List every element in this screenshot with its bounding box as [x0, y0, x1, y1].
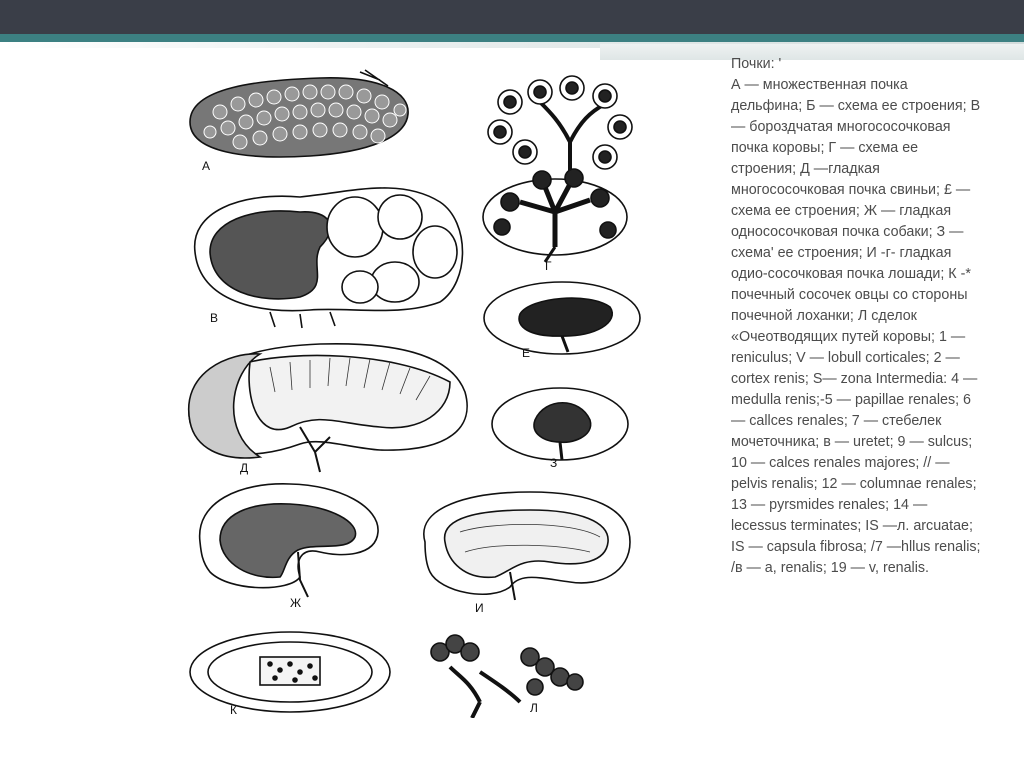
panel-v-cow-kidney: [195, 188, 463, 328]
svg-text:Г: Г: [545, 259, 552, 273]
svg-text:З: З: [550, 456, 558, 470]
panel-d-pig-kidney: [189, 344, 467, 475]
svg-text:Е: Е: [522, 346, 531, 360]
panel-k-sheep-papilla: [190, 632, 390, 717]
panel-a-dolphin-kidney: [190, 70, 408, 173]
panel-z-scheme: [492, 388, 628, 470]
svg-text:Д: Д: [240, 461, 249, 475]
header-bar: [0, 0, 1024, 34]
panel-g-scheme: [483, 169, 627, 273]
svg-text:В: В: [210, 311, 219, 325]
panel-zh-dog-kidney: [200, 484, 378, 610]
kidney-anatomy-figure: [150, 52, 650, 718]
kidney-anatomy-illustration-icon: [150, 52, 650, 718]
figure-caption: Почки: ' А — множественная почка дельфина; Б — схема ее строения; В — бороздчатая многососочковая почка коровы; Г — схема ее строения; Д —гладкая многососочковая почка свиньи; £ —схема ее строения; Ж — гладкая однососочковая почка собаки; З — схема' ее строения; И -г- гладкая одио-сосочковая почка лошади; К -* почечный сосочек овцы со стороны почечной лоханки; Л сделок «Очеотводящих путей коровы; 1 — reniculus; V — lobull corticales; 2 — cortex renis; S— zona Intermedia: 4 — medulla renis;-5 — papillae renales; 6 — callces renales; 7 — стебелек мочеточника; в — uretet; 9 — sulcus; 10 — calces renales majores; // — pelvis renalis; 12 — columnae renales; 13 — pyrsmides renales; 14 — lecessus terminates; IS —л. arcuatae; IS — capsula fibrosa; /7 —hllus renalis; /в — a, renalis; 19 — v, renalis.: [731, 56, 981, 576]
accent-band: [0, 34, 1024, 42]
panel-l-urinary-tracts: [431, 635, 583, 718]
svg-text:Л: Л: [530, 701, 538, 715]
svg-text:К: К: [230, 703, 237, 717]
panel-i-horse-kidney: [424, 492, 630, 615]
svg-text:Ж: Ж: [290, 596, 302, 610]
svg-text:И: И: [475, 601, 484, 615]
panel-e-scheme: [484, 282, 640, 360]
svg-text:А: А: [202, 159, 211, 173]
